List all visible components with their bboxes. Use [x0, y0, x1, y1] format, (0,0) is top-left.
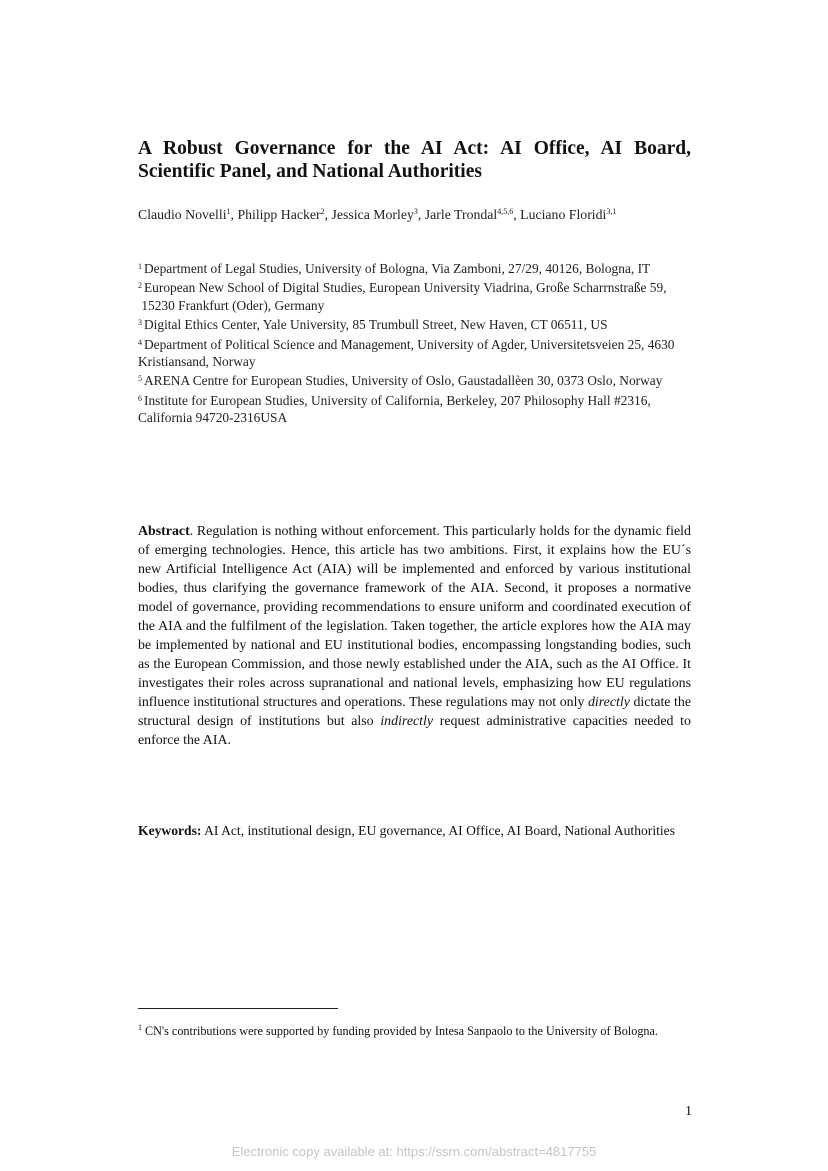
page-number: 1 — [685, 1104, 692, 1119]
paper-title: A Robust Governance for the AI Act: AI Office, AI Board, Scientific Panel, and National Authorities — [138, 138, 691, 182]
keywords: Keywords: AI Act, institutional design, EU governance, AI Office, AI Board, National Authorities — [138, 823, 675, 838]
affiliation: $^5$ ARENA Centre for European Studies, University of Oslo, Gaustadallèen 30, 0373 Oslo, Norway — [138, 373, 663, 389]
author-affiliation-marker: 1 — [226, 207, 231, 216]
footnote-divider — [138, 1008, 338, 1009]
affiliation: $^3$ Digital Ethics Center, Yale University, 85 Trumbull Street, New Haven, CT 06511, US — [138, 317, 608, 333]
affiliation: $^1$ Department of Legal Studies, University of Bologna, Via Zamboni, 27/29, 40126, Bologna, IT — [138, 261, 651, 276]
author-affiliation-marker: 3,1 — [606, 207, 617, 216]
emphasis: indirectly — [380, 714, 434, 729]
author: Luciano Floridi$^{3,1}$ — [520, 207, 617, 222]
affiliation: 15230 Frankfurt (Oder), Germany — [138, 297, 325, 313]
abstract: Abstract. Regulation is nothing without enforcement. This particularly holds for the dynamic field of emerging technologies. Hence, this article has two ambitions. First, it explains how the EU´s new Artificial Intelligence Act (AIA) will be implemented and enforced by various institutional bodies, thus clarifying the governance framework of the AIA. Second, it proposes a normative model of governance, providing recommendations to ensure uniform and coordinated execution of the AIA and the fulfilment of the legislation. Taken together, the article explores how the AIA may be implemented by national and EU institutional bodies, encompassing longstanding bodies, such as the European Commission, and those newly established under the AIA, such as the AI Office. It investigates their roles across supranational and national levels, emphasizing how EU regulations influence institutional structures and operations. These regulations may not only directly dictate the structural design of institutions but also indirectly request administrative capacities needed to enforce the AIA. — [138, 524, 691, 748]
footnote-marker: 1 — [138, 1023, 142, 1032]
affiliation: $^2$ European New School of Digital Studies, European University Viadrina, Große Scharrnstraße 59, — [138, 280, 667, 296]
footnote: $^1$ CN's contributions were supported by funding provided by Intesa Sanpaolo to the University of Bologna. — [138, 1023, 658, 1038]
author-affiliation-marker: 2 — [320, 207, 325, 216]
affiliation: $^4$ Department of Political Science and Management, University of Agder, Universitetsveien 25, 4630 Kristiansand, Norway — [138, 336, 675, 370]
author-affiliation-marker: 3 — [413, 207, 418, 216]
abstract-label: Abstract — [138, 524, 190, 539]
author: Claudio Novelli$^1$, — [138, 207, 238, 222]
author-list — [138, 203, 698, 224]
author: Jarle Trondal$^{4,5,6}$, — [424, 207, 521, 222]
affiliation-list — [138, 258, 691, 427]
affiliation: $^6$ Institute for European Studies, University of California, Berkeley, 207 Philosophy Hall #2316, California 94720-2316USA — [138, 392, 651, 426]
ssrn-watermark: Electronic copy available at: https://ssrn.com/abstract=4817755 — [231, 1144, 597, 1159]
author: Jessica Morley$^3$, — [331, 207, 425, 222]
keywords-label: Keywords: — [138, 823, 202, 838]
emphasis: directly — [587, 695, 630, 710]
author: Philipp Hacker$^2$, — [237, 207, 332, 222]
author-affiliation-marker: 4,5,6 — [497, 207, 514, 216]
